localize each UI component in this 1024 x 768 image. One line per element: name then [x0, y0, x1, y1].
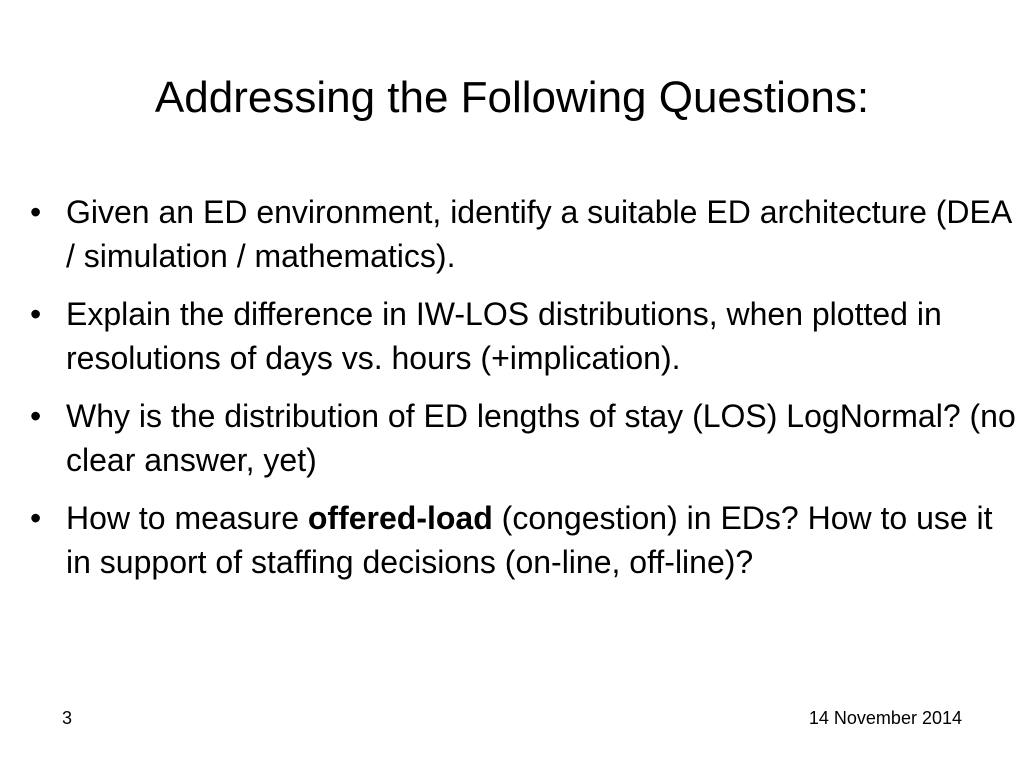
bullet-text-bold: offered-load: [307, 500, 493, 536]
bullet-icon: •: [30, 194, 42, 230]
bullet-text: Why is the distribution of ED lengths of stay (LOS) LogNormal? (no clear answer, yet): [66, 398, 1016, 478]
bullet-list: [26, 190, 1016, 598]
bullet-icon: •: [30, 296, 42, 332]
bullet-item-lognormal: [26, 394, 1016, 482]
bullet-text: Given an ED environment, identify a suitable ED architecture (DEA / simulation / mathematics).: [66, 194, 1011, 274]
bullet-icon: •: [30, 500, 42, 536]
bullet-text: [66, 496, 1016, 584]
bullet-icon: •: [30, 398, 42, 434]
bullet-text-prefix: How to measure: [66, 500, 308, 536]
bullet-item-offered-load: [26, 496, 1016, 584]
bullet-text-suffix: (congestion) in EDs? How to use it in support of staffing decisions (on-line, off-line)?: [66, 500, 993, 580]
bullet-item-iw-los: [26, 292, 1016, 380]
bullet-item-architecture: [26, 190, 1016, 278]
slide-page-number: 3: [62, 708, 73, 728]
slide-date: 14 November 2014: [808, 708, 962, 728]
bullet-text: Explain the difference in IW-LOS distributions, when plotted in resolutions of days vs. hours (+implication).: [66, 296, 942, 376]
slide-title: Addressing the Following Questions:: [154, 73, 870, 122]
